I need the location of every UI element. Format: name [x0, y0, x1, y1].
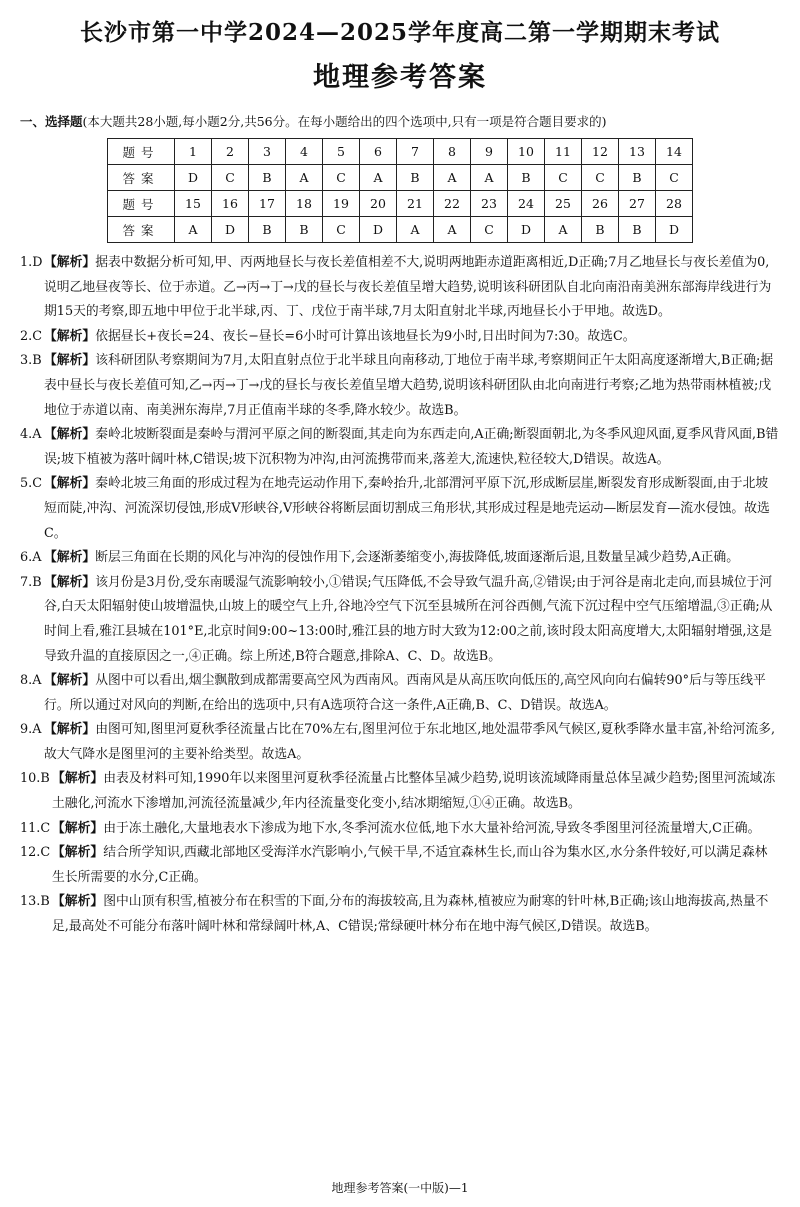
item-number: 7.B — [20, 574, 42, 590]
answer-table-cell: C — [582, 165, 619, 191]
item-text: 据表中数据分析可知,甲、丙两地昼长与夜长差值相差不大,说明两地距赤道距离相近,D正确;7月乙地昼长与夜长差值为0,说明乙地昼夜等长、位于赤道。乙→丙→丁→戊的昼长与夜长差值呈增大趋势,说明该科研团队自北向南沿南美洲东部海岸线进行为期15天的考察,即五地中甲位于北半球,丙、丁、戊位于南半球,7月太阳直射北半球,丙地昼长小于甲地。故选D。 — [44, 255, 772, 320]
answer-table-cell: B — [286, 217, 323, 243]
explanation-item — [20, 349, 780, 423]
explanation-item — [20, 571, 780, 669]
section-label: 一、选择题 — [20, 114, 83, 129]
explanation-item — [20, 841, 780, 890]
analysis-tag: 【解析】 — [52, 771, 104, 787]
item-number: 2.C — [20, 328, 43, 344]
analysis-tag: 【解析】 — [52, 820, 104, 836]
answer-table-cell: 11 — [545, 139, 582, 165]
answer-table-cell: B — [619, 165, 656, 191]
item-text: 结合所学知识,西藏北部地区受海洋水汽影响小,气候干旱,不适宜森林生长,而山谷为集水区,水分条件较好,可以满足森林生长所需要的水分,C正确。 — [52, 845, 768, 885]
explanation-item — [20, 890, 780, 939]
answer-table-cell: 2 — [212, 139, 249, 165]
explanation-item — [20, 767, 780, 816]
explanation-item — [20, 718, 780, 767]
answer-table-row-label: 答案 — [108, 217, 175, 243]
analysis-tag: 【解析】 — [44, 722, 96, 738]
explanation-item — [20, 472, 780, 546]
answer-table — [107, 138, 693, 243]
answer-table-cell: C — [656, 165, 693, 191]
explanation-item — [20, 546, 780, 571]
answer-table-row-label: 题号 — [108, 139, 175, 165]
answer-table-cell: 27 — [619, 191, 656, 217]
item-text: 该月份是3月份,受东南暖湿气流影响较小,①错误;气压降低,不会导致气温升高,②错误;由于河谷是南北走向,而县城位于河谷,白天太阳辐射使山坡增温快,山坡上的暖空气上升,谷地冷空气下沉至县城所在河谷西侧,气流下沉过程中空气压缩增温,③正确;从时间上看,雅江县城在101°E,北京时间9:00~13:00时,雅江县的地方时大致为12:00之前,该时段太阳高度增大,太阳辐射增强,这是导致升温的直接原因之一,④正确。综上所述,B符合题意,排除A、C、D。故选B。 — [44, 574, 773, 664]
answer-table-row-label: 题号 — [108, 191, 175, 217]
answer-table-cell: 20 — [360, 191, 397, 217]
item-number: 11.C — [20, 820, 51, 836]
answer-table-cell: B — [397, 165, 434, 191]
answer-table-cell: 26 — [582, 191, 619, 217]
answer-table-row — [108, 139, 693, 165]
answer-table-cell: D — [656, 217, 693, 243]
answer-table-cell: 4 — [286, 139, 323, 165]
item-text: 从图中可以看出,烟尘飘散到成都需要高空风为西南风。西南风是从高压吹向低压的,高空风向向右偏转90°后与等压线平行。所以通过对风向的判断,在给出的选项中,只有A选项符合这一条件,A正确,B、C、D错误。故选A。 — [44, 673, 766, 713]
answer-table-cell: B — [582, 217, 619, 243]
answer-table-cell: 19 — [323, 191, 360, 217]
section-instruction-text: (本大题共28小题,每小题2分,共56分。在每小题给出的四个选项中,只有一项是符合题目要求的) — [82, 114, 607, 129]
answer-table-cell: D — [360, 217, 397, 243]
explanation-list — [20, 251, 780, 940]
answer-table-cell: 6 — [360, 139, 397, 165]
item-text: 秦岭北坡断裂面是秦岭与渭河平原之间的断裂面,其走向为东西走向,A正确;断裂面朝北,为冬季风迎风面,夏季风背风面,B错误;坡下植被为落叶阔叶林,C错误;坡下沉积物为冲沟,由河流携带而来,落差大,流速快,粒径较大,D错误。故选A。 — [44, 427, 779, 467]
answer-table-cell: C — [323, 217, 360, 243]
answer-table-cell: B — [508, 165, 545, 191]
answer-table-cell: 28 — [656, 191, 693, 217]
answer-table-cell: A — [360, 165, 397, 191]
item-text: 由图可知,图里河夏秋季径流量占比在70%左右,图里河位于东北地区,地处温带季风气候区,夏秋季降水量丰富,补给河流多,故大气降水是图里河的主要补给类型。故选A。 — [44, 722, 776, 762]
answer-table-cell: B — [249, 165, 286, 191]
answer-table-cell: 17 — [249, 191, 286, 217]
item-number: 9.A — [20, 722, 42, 738]
answer-table-cell: 18 — [286, 191, 323, 217]
answer-table-cell: D — [175, 165, 212, 191]
answer-table-cell: 24 — [508, 191, 545, 217]
item-text: 图中山顶有积雪,植被分布在积雪的下面,分布的海拔较高,且为森林,植被应为耐寒的针叶林,B正确;该山地海拔高,热量不足,最高处不可能分布落叶阔叶林和常绿阔叶林,A、C错误;常绿硬叶林分布在地中海气候区,D错误。故选B。 — [52, 894, 769, 935]
item-number: 12.C — [20, 845, 51, 861]
explanation-item — [20, 251, 780, 325]
answer-table-cell: 9 — [471, 139, 508, 165]
explanation-item — [20, 423, 780, 472]
page-footer: 地理参考答案(一中版)—1 — [331, 1181, 469, 1195]
explanation-item — [20, 325, 780, 350]
answer-table-cell: A — [397, 217, 434, 243]
answer-table-cell: 12 — [582, 139, 619, 165]
item-text: 由于冻土融化,大量地表水下渗成为地下水,冬季河流水位低,地下水大量补给河流,导致冬季图里河径流量增大,C正确。 — [103, 820, 761, 836]
item-number: 1.D — [20, 255, 43, 270]
item-text: 依据昼长+夜长=24、夜长−昼长=6小时可计算出该地昼长为9小时,日出时间为7:30。故选C。 — [95, 328, 636, 344]
answer-table-cell: A — [286, 165, 323, 191]
answer-table-cell: A — [434, 217, 471, 243]
answer-table-cell: D — [508, 217, 545, 243]
analysis-tag: 【解析】 — [44, 673, 96, 689]
section-instruction — [20, 112, 780, 132]
answer-table-cell: 22 — [434, 191, 471, 217]
item-number: 6.A — [20, 550, 42, 566]
answer-table-cell: D — [212, 217, 249, 243]
answer-table-cell: 14 — [656, 139, 693, 165]
answer-table-row-label: 答案 — [108, 165, 175, 191]
item-text: 断层三角面在长期的风化与冲沟的侵蚀作用下,会逐渐萎缩变小,海拔降低,坡面逐渐后退,且数量呈减少趋势,A正确。 — [95, 550, 740, 566]
answer-table-cell: B — [619, 217, 656, 243]
answer-table-cell: 3 — [249, 139, 286, 165]
answer-table-cell: C — [545, 165, 582, 191]
item-number: 3.B — [20, 353, 42, 369]
answer-subtitle: 地理参考答案 — [313, 62, 487, 93]
analysis-tag: 【解析】 — [52, 894, 104, 910]
analysis-tag: 【解析】 — [52, 845, 104, 861]
answer-table-cell: C — [471, 217, 508, 243]
answer-table-cell: 13 — [619, 139, 656, 165]
item-number: 10.B — [20, 771, 50, 787]
item-number: 8.A — [20, 673, 42, 689]
analysis-tag: 【解析】 — [44, 574, 96, 590]
item-text: 由表及材料可知,1990年以来图里河夏秋季径流量占比整体呈减少趋势,说明该流域降雨量总体呈减少趋势;图里河流域冻土融化,河流水下渗增加,河流径流量减少,年内径流量变化变小,结冰期缩短,①④正确。故选B。 — [52, 771, 776, 812]
answer-table-cell: 1 — [175, 139, 212, 165]
answer-table-cell: 5 — [323, 139, 360, 165]
answer-table-cell: C — [212, 165, 249, 191]
answer-table-cell: 21 — [397, 191, 434, 217]
answer-table-row — [108, 191, 693, 217]
item-number: 13.B — [20, 894, 50, 910]
answer-table-cell: A — [471, 165, 508, 191]
analysis-tag: 【解析】 — [44, 476, 96, 492]
item-number: 5.C — [20, 476, 43, 492]
answer-table-cell: 23 — [471, 191, 508, 217]
analysis-tag: 【解析】 — [44, 328, 96, 344]
answer-table-cell: C — [323, 165, 360, 191]
answer-table-cell: 8 — [434, 139, 471, 165]
item-text: 该科研团队考察期间为7月,太阳直射点位于北半球且向南移动,丁地位于南半球,考察期间正午太阳高度逐渐增大,B正确;据表中昼长与夜长差值可知,乙→丙→丁→戊的昼长与夜长差值呈增大趋势,说明该科研团队由北向南进行考察;乙地为热带雨林植被;戊地位于赤道以南、南美洲东海岸,7月正值南半球的冬季,降水较少。故选B。 — [44, 353, 774, 418]
analysis-tag: 【解析】 — [44, 550, 96, 566]
answer-table-cell: 15 — [175, 191, 212, 217]
analysis-tag: 【解析】 — [44, 353, 96, 369]
answer-table-cell: 10 — [508, 139, 545, 165]
answer-table-cell: B — [249, 217, 286, 243]
analysis-tag: 【解析】 — [44, 255, 96, 270]
item-number: 4.A — [20, 427, 42, 443]
item-text: 秦岭北坡三角面的形成过程为在地壳运动作用下,秦岭抬升,北部渭河平原下沉,形成断层崖,断裂发育形成断裂面,由于北坡短而陡,冲沟、河流深切侵蚀,形成V形峡谷,V形峡谷将断层面切割成三角形状,其形成过程是地壳运动—断层发育—流水侵蚀。故选C。 — [44, 476, 770, 541]
answer-table-cell: 16 — [212, 191, 249, 217]
explanation-item — [20, 817, 780, 842]
analysis-tag: 【解析】 — [44, 427, 96, 443]
answer-table-cell: 25 — [545, 191, 582, 217]
explanation-item — [20, 669, 780, 718]
exam-title: 长沙市第一中学2024—2025学年度高二第一学期期末考试 — [79, 19, 721, 46]
answer-table-row — [108, 165, 693, 191]
answer-table-cell: 7 — [397, 139, 434, 165]
answer-table-row — [108, 217, 693, 243]
answer-table-cell: A — [175, 217, 212, 243]
answer-table-cell: A — [434, 165, 471, 191]
answer-table-cell: A — [545, 217, 582, 243]
